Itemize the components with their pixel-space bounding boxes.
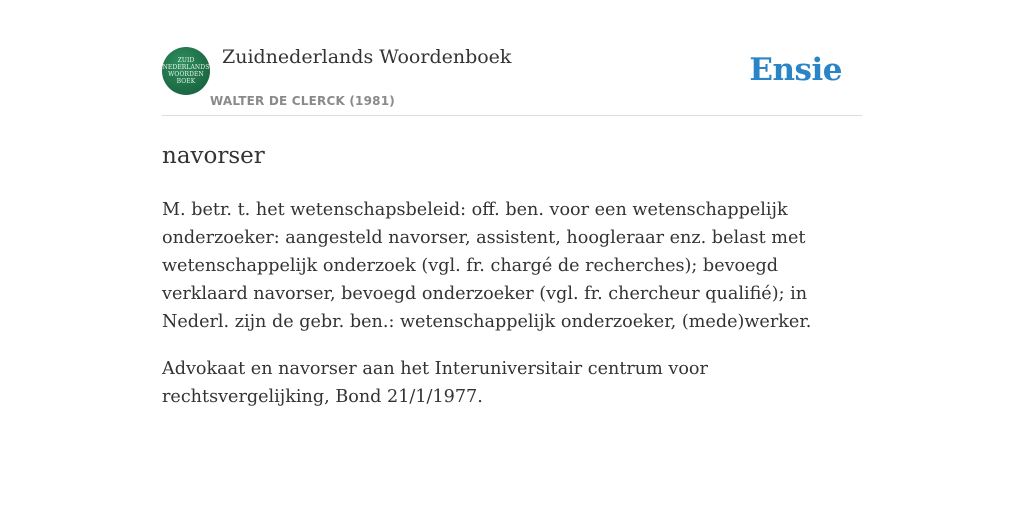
logo-line: ZUID xyxy=(177,57,195,64)
book-logo[interactable] xyxy=(162,47,210,95)
logo-line: BOEK xyxy=(176,78,196,85)
content-container xyxy=(162,44,862,411)
entry-definition: M. betr. t. het wetenschapsbeleid: off. ben. voor een wetenschappelijk onderzoeker: aangesteld navorser, assistent, hoogleraar enz. belast met wetenschappelijk onderzoek (vgl. fr. chargé de recherches); bevoegd verklaard navorser, bevoegd onderzoeker (vgl. fr. chercheur qualifié); in Nederl. zijn de gebr. ben.: wetenschappelijk onderzoeker, (mede)werker. xyxy=(162,200,812,332)
book-title[interactable]: Zuidnederlands Woordenboek xyxy=(222,46,512,68)
entry-title: navorser xyxy=(162,143,265,169)
entry-example: Advokaat en navorser aan het Interuniversitair centrum voor rechtsvergelijking, Bond 21/1/1977. xyxy=(162,359,708,407)
header xyxy=(162,44,862,116)
logo-line: WOORDEN xyxy=(168,71,204,78)
book-author: WALTER DE CLERCK (1981) xyxy=(210,94,395,108)
ensie-logo-link[interactable]: Ensie xyxy=(749,52,842,88)
logo-line: NEDERLANDS xyxy=(162,64,210,71)
